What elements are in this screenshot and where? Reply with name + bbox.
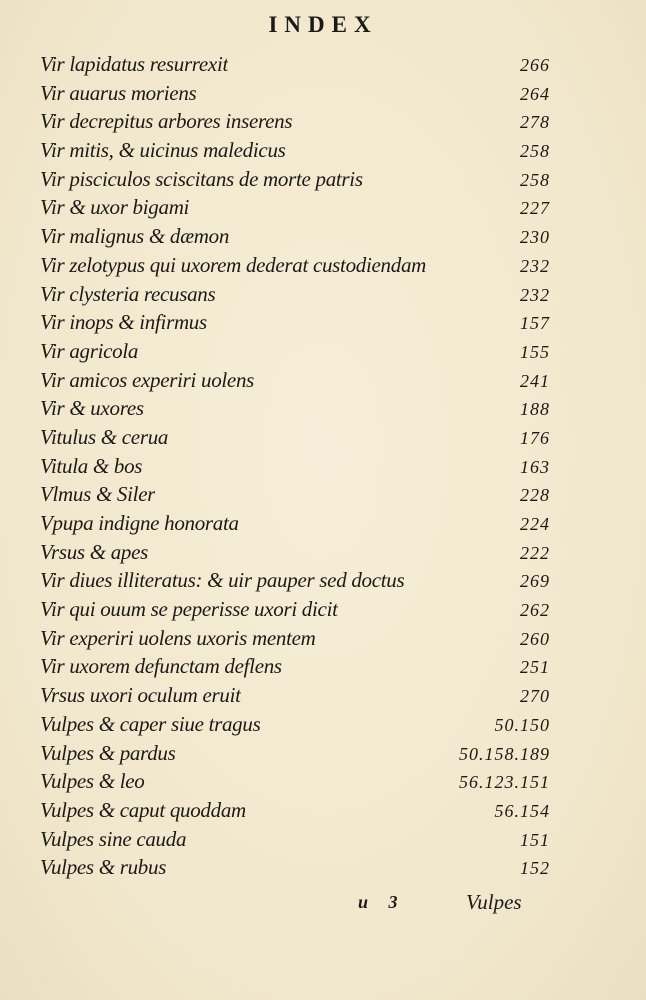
index-entry <box>40 681 550 710</box>
index-entry <box>40 624 550 653</box>
entry-text: Vir inops & infirmus <box>40 310 207 335</box>
index-entry <box>40 480 550 509</box>
entry-text: Vir & uxores <box>40 396 144 421</box>
index-entry <box>40 767 550 796</box>
index-entry <box>40 710 550 739</box>
entry-text: Vir clysteria recusans <box>40 281 216 306</box>
index-entry <box>40 79 550 108</box>
entry-page: 266 <box>520 55 550 75</box>
entry-page: 176 <box>520 427 550 448</box>
entry-page: 262 <box>520 600 550 621</box>
entry-page: 222 <box>520 542 550 563</box>
entry-page: 264 <box>520 83 550 104</box>
entry-text: Vulpes & caput quoddam <box>40 797 246 822</box>
index-entry <box>40 193 550 222</box>
index-entry <box>40 853 550 882</box>
entry-text: Vir qui ouum se peperisse uxori dicit <box>40 597 338 622</box>
index-entry <box>40 136 550 165</box>
index-entry <box>40 538 550 567</box>
index-entry <box>40 796 550 825</box>
entry-text: Vir diues illiteratus: & uir pauper sed doctus <box>40 568 405 593</box>
entry-text: Vulpes & rubus <box>40 855 167 880</box>
entry-page: 227 <box>520 198 550 219</box>
entry-page: 258 <box>520 169 550 190</box>
entry-page: 270 <box>520 686 550 707</box>
index-entry <box>40 423 550 452</box>
entry-page: 224 <box>520 514 550 534</box>
entry-text: Vulpes & caper siue tragus <box>40 711 261 736</box>
entry-page: 269 <box>520 571 550 592</box>
entry-page: 155 <box>520 341 550 362</box>
entry-page: 157 <box>520 313 550 334</box>
entry-text: Vrsus uxori oculum eruit <box>40 683 241 708</box>
index-entry <box>40 337 550 366</box>
index-entry <box>40 825 550 854</box>
entry-page: 258 <box>520 141 550 162</box>
catchword: Vulpes <box>466 890 522 914</box>
index-entry <box>40 50 550 79</box>
entry-page: 56.154 <box>494 800 550 821</box>
entry-text: Vir lapidatus resurrexit <box>40 52 229 76</box>
index-entry <box>40 366 550 395</box>
entry-page: 278 <box>520 112 550 133</box>
index-entry <box>40 652 550 681</box>
entry-text: Vir agricola <box>40 338 139 363</box>
entry-text: Vir pisciculos sciscitans de morte patris <box>40 166 363 191</box>
entry-page: 50.150 <box>494 714 550 735</box>
entry-page: 151 <box>520 829 550 850</box>
entry-text: Vir experiri uolens uxoris mentem <box>40 625 316 650</box>
index-entry <box>40 251 550 280</box>
index-entry <box>40 107 550 136</box>
entry-text: Vitulus & cerua <box>40 424 169 449</box>
entry-text: Vitula & bos <box>40 453 143 478</box>
entry-text: Vulpes sine cauda <box>40 826 187 851</box>
signature-mark: u 3 <box>358 892 406 912</box>
entry-page: 56.123.151 <box>459 772 550 793</box>
entry-text: Vulpes & pardus <box>40 740 176 765</box>
index-entry <box>40 165 550 194</box>
index-entry <box>40 566 550 595</box>
index-entry <box>40 739 550 768</box>
entry-page: 251 <box>520 657 550 678</box>
entry-page: 50.158.189 <box>459 743 550 764</box>
index-entry <box>40 394 550 423</box>
entry-text: Vir mitis, & uicinus maledicus <box>40 138 286 163</box>
entry-text: Vir uxorem defunctam deflens <box>40 654 282 679</box>
page-footer <box>0 892 646 922</box>
entry-text: Vulpes & leo <box>40 769 145 794</box>
index-list <box>40 50 550 882</box>
index-entry <box>40 452 550 481</box>
entry-text: Vir amicos experiri uolens <box>40 367 255 392</box>
entry-page: 152 <box>520 858 550 879</box>
index-entry <box>40 280 550 309</box>
entry-text: Vir & uxor bigami <box>40 195 190 220</box>
entry-text: Vrsus & apes <box>40 539 149 564</box>
index-entry <box>40 308 550 337</box>
index-entry <box>40 595 550 624</box>
entry-text: Vir auarus moriens <box>40 80 197 105</box>
entry-page: 232 <box>520 284 550 305</box>
entry-page: 228 <box>520 485 550 506</box>
entry-page: 188 <box>520 399 550 420</box>
entry-page: 230 <box>520 227 550 248</box>
index-entry <box>40 222 550 251</box>
page-header: INDEX <box>268 12 378 37</box>
entry-page: 260 <box>520 628 550 649</box>
entry-text: Vir decrepitus arbores inserens <box>40 109 293 134</box>
entry-page: 241 <box>520 370 550 391</box>
entry-page: 163 <box>520 456 550 477</box>
entry-text: Vir zelotypus qui uxorem dederat custodiendam <box>40 252 427 277</box>
entry-text: Vpupa indigne honorata <box>40 511 239 535</box>
entry-page: 232 <box>520 255 550 276</box>
index-entry <box>40 509 550 538</box>
entry-text: Vir malignus & dæmon <box>40 224 230 249</box>
entry-text: Vlmus & Siler <box>40 482 156 507</box>
